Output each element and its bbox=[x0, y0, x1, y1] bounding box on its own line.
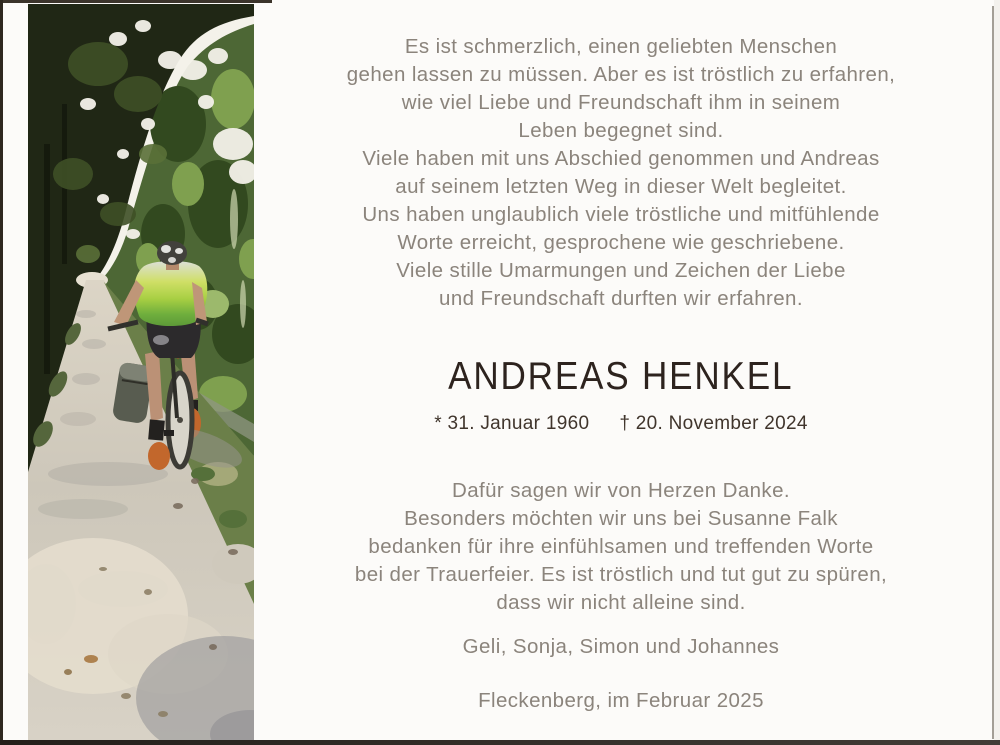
thanks-paragraph bbox=[258, 477, 984, 617]
scan-edge-bottom bbox=[0, 740, 1000, 745]
column-divider-line bbox=[992, 6, 994, 739]
thanks-line: Dafür sagen wir von Herzen Danke. bbox=[452, 479, 790, 502]
family-names: Geli, Sonja, Simon und Johannes bbox=[462, 635, 780, 658]
scan-right-gutter bbox=[994, 0, 1000, 745]
helmet-vent-highlight bbox=[168, 257, 176, 263]
helmet-vent-highlight bbox=[175, 248, 183, 254]
cyclist-shorts-patch bbox=[153, 335, 169, 345]
intro-line: Leben begegnet sind. bbox=[518, 119, 724, 142]
intro-paragraph bbox=[258, 33, 984, 313]
thanks-line: dass wir nicht alleine sind. bbox=[496, 591, 746, 614]
thanks-line: Besonders möchten wir uns bei Susanne Falk bbox=[404, 507, 838, 530]
birth-date: * 31. Januar 1960 bbox=[434, 413, 590, 434]
thanks-line: bedanken für ihre einfühlsamen und treffenden Worte bbox=[368, 535, 874, 558]
intro-line: Worte erreicht, gesprochene wie geschriebene. bbox=[397, 231, 845, 254]
intro-line: gehen lassen zu müssen. Aber es ist tröstlich zu erfahren, bbox=[346, 63, 896, 86]
intro-line: und Freundschaft durften wir erfahren. bbox=[439, 287, 803, 310]
deceased-name: ANDREAS HENKEL bbox=[448, 355, 794, 398]
notice-text-column bbox=[258, 0, 984, 745]
intro-line: Uns haben unglaublich viele tröstliche und mitfühlende bbox=[362, 203, 880, 226]
life-dates bbox=[258, 411, 984, 437]
intro-line: Es ist schmerzlich, einen geliebten Menschen bbox=[404, 35, 838, 58]
scan-edge-left bbox=[0, 0, 3, 745]
helmet-vent-highlight bbox=[161, 245, 171, 253]
intro-line: Viele haben mit uns Abschied genommen und Andreas bbox=[362, 147, 880, 170]
place-and-date: Fleckenberg, im Februar 2025 bbox=[478, 689, 764, 712]
intro-line: Viele stille Umarmungen und Zeichen der Liebe bbox=[396, 259, 846, 282]
intro-line: auf seinem letzten Weg in dieser Welt begleitet. bbox=[395, 175, 847, 198]
bike-left-pedal bbox=[164, 430, 174, 436]
name-block bbox=[258, 357, 984, 397]
cyclist-photo-illustration bbox=[28, 4, 254, 740]
death-date: † 20. November 2024 bbox=[619, 413, 808, 434]
scan-edge-top bbox=[0, 0, 272, 3]
cyclist-left-sock bbox=[148, 419, 165, 440]
intro-line: wie viel Liebe und Freundschaft ihm in seinem bbox=[401, 91, 841, 114]
thanks-line: bei der Trauerfeier. Es ist tröstlich und tut gut zu spüren, bbox=[354, 563, 888, 586]
memorial-photo bbox=[28, 4, 254, 740]
cyclist-left-shoe bbox=[148, 442, 170, 470]
